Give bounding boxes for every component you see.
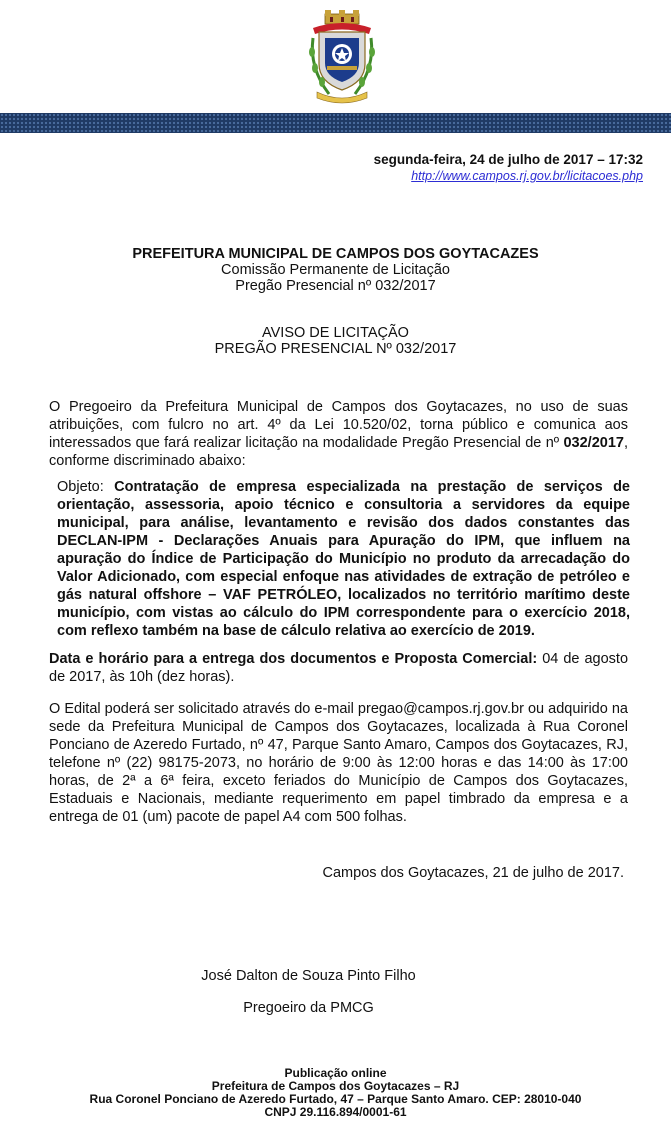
intro-paragraph — [49, 398, 628, 470]
footer-cnpj: CNPJ 29.116.894/0001-61 — [264, 1105, 407, 1119]
footer-address: Rua Coronel Ponciano de Azeredo Furtado, 47 – Parque Santo Amaro. CEP: 28010-040 — [89, 1092, 582, 1106]
object-paragraph — [57, 478, 630, 640]
pregao-number: 032/2017 — [563, 435, 624, 451]
signatory-role: Pregoeiro da PMCG — [243, 1000, 374, 1016]
object-text: Contratação de empresa especializada na prestação de serviços de orientação, assessoria, apoio técnico e consultoria a servidores da equipe municipal, para análise, levantamento e revisão dos dados constantes das DECLAN-IPM - Declarações Anuais para Apuração do IPM, que influem na apuração do Índice de Participação do Município no produto da arrecadação do Valor Adicionado, com especial enfoque nas atividades de extração de petróleo e gás natural offshore – VAF PETRÓLEO, localizados no território marítimo deste município, com vistas ao cálculo do IPM correspondente para o exercício 2018, com reflexo também na base de cálculo relativa ao exercício de 2019. — [57, 479, 630, 639]
edital-paragraph: O Edital poderá ser solicitado através do e-mail pregao@campos.rj.gov.br ou adquirido na sede da Prefeitura Municipal de Campos dos Goytacazes, localizada à Rua Coronel Ponciano de Azeredo Furtado, nº 47, Parque Santo Amaro, Campos dos Goytacazes, RJ, telefone nº (22) 98175-2073, no horário de 9:00 às 12:00 horas e das 14:00 às 17:00 horas, de 2ª a 6ª feira, exceto feriados do Município de Campos dos Goytacazes, Estaduais e Nacionais, mediante requerimento em papel timbrado da empresa e a entrega de 01 (um) pacote de papel A4 com 500 folhas. — [49, 701, 628, 825]
notice-subtitle: PREGÃO PRESENCIAL Nº 032/2017 — [214, 341, 457, 357]
signatory-name: José Dalton de Souza Pinto Filho — [201, 968, 416, 984]
notice-title: AVISO DE LICITAÇÃO — [262, 325, 409, 341]
delivery-paragraph — [49, 650, 628, 686]
footer-publication: Publicação online — [284, 1066, 387, 1080]
footer-prefecture: Prefeitura de Campos dos Goytacazes – RJ — [211, 1079, 460, 1093]
delivery-label: Data e horário para a entrega dos documentos e Proposta Comercial: — [49, 651, 543, 667]
intro-text-end: , conforme discriminado abaixo: — [49, 435, 628, 469]
coat-of-arms-logo — [307, 8, 377, 108]
object-label: Objeto: — [57, 479, 115, 495]
commission-heading: Comissão Permanente de Licitação — [221, 262, 450, 278]
prefecture-heading: PREFEITURA MUNICIPAL DE CAMPOS DOS GOYTACAZES — [132, 246, 539, 262]
pregao-heading: Pregão Presencial nº 032/2017 — [235, 278, 436, 294]
delivery-date: 04 de agosto de 2017, às 10h (dez horas). — [49, 651, 629, 685]
bids-link[interactable]: http://www.campos.rj.gov.br/licitacoes.php — [411, 169, 643, 183]
publication-date: segunda-feira, 24 de julho de 2017 – 17:32 — [373, 152, 643, 167]
place-date: Campos dos Goytacazes, 21 de julho de 2017. — [322, 865, 624, 881]
header-band — [0, 113, 671, 133]
intro-text-start: O Pregoeiro da Prefeitura Municipal de Campos dos Goytacazes, no uso de suas atribuições, com fulcro no art. 4º da Lei 10.520/02, torna público e comunica aos interessados que fará realizar licitação na modalidade Pregão Presencial de nº — [49, 399, 628, 451]
